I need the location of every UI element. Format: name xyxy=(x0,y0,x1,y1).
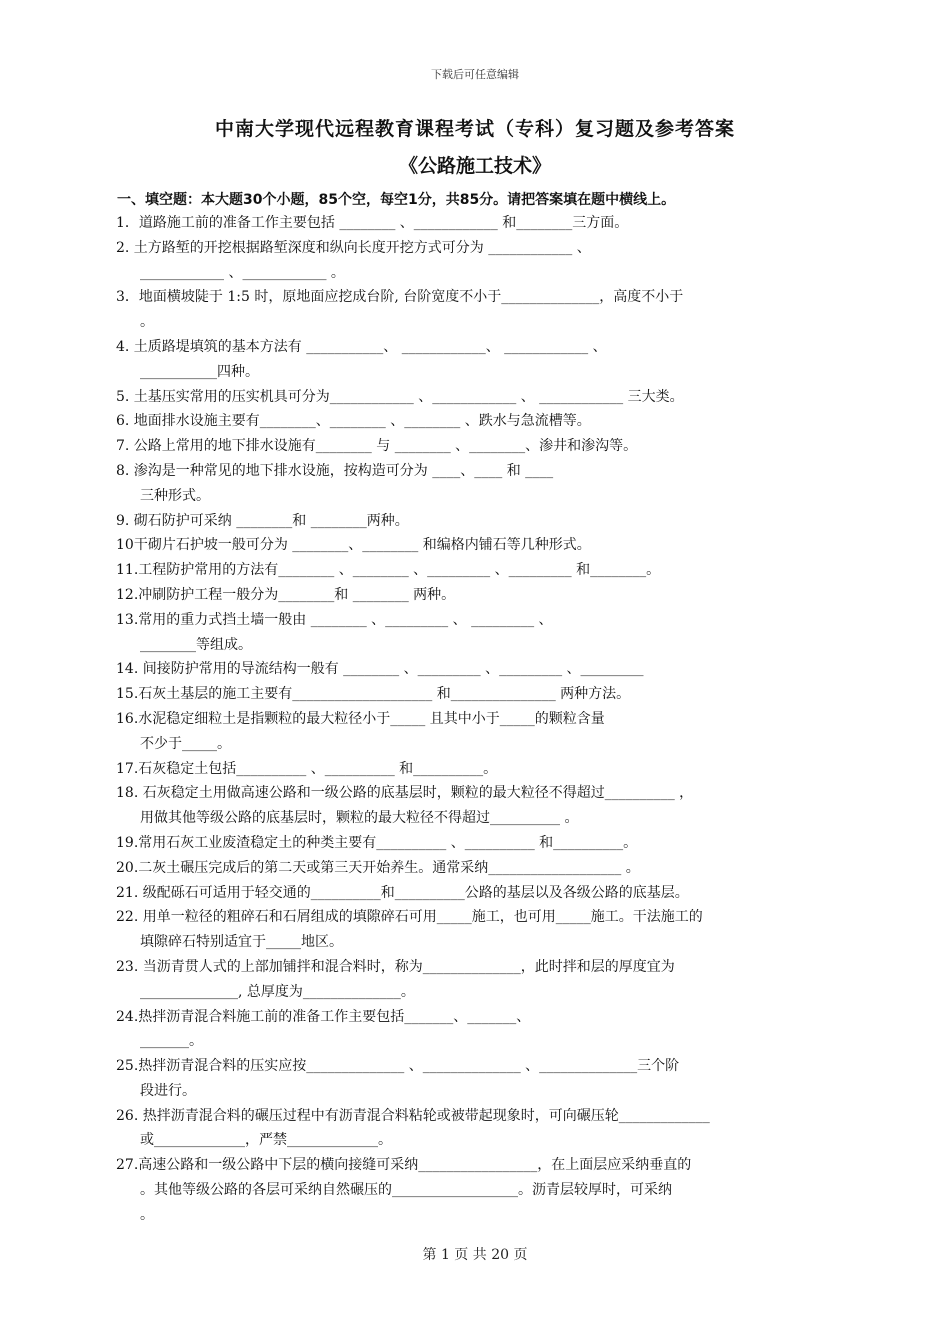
question-continuation: 。 xyxy=(140,314,154,331)
question-text: 20.二灰土碾压完成后的第二天或第三天开始养生。通常采纳___________________ 。 xyxy=(116,859,640,876)
question-continuation: 三种形式。 xyxy=(140,487,210,504)
question-item xyxy=(116,385,838,410)
question-text: 26. 热拌沥青混合料的碾压过程中有沥青混合料粘轮或被带起现象时，可向碾压轮_____________ xyxy=(116,1107,710,1124)
question-text: 22. 用单一粒径的粗碎石和石屑组成的填隙碎石可用_____施工，也可用_____施工。干法施工的 xyxy=(116,909,703,926)
question-item xyxy=(116,236,838,286)
question-item xyxy=(116,856,838,881)
question-item xyxy=(116,757,838,782)
question-item xyxy=(116,657,838,682)
question-continuation: 。其他等级公路的各层可采纳自然碾压的__________________。沥青层较厚时，可采纳 xyxy=(140,1182,672,1199)
question-text: 9. 砌石防护可采纳 ________和 ________两种。 xyxy=(116,512,409,529)
question-text: 15.石灰土基层的施工主要有____________________ 和_______________ 两种方法。 xyxy=(116,686,631,703)
question-item xyxy=(116,608,838,658)
question-item xyxy=(116,583,838,608)
question-text: 4. 土质路堤填筑的基本方法有 ___________、 ____________、 ____________ 、 xyxy=(116,338,607,355)
question-text: 25.热拌沥青混合料的压实应按______________ 、______________ 、______________三个阶 xyxy=(116,1058,680,1075)
question-item xyxy=(116,459,838,509)
question-text: 17.石灰稳定土包括__________ 、__________ 和__________。 xyxy=(116,760,498,777)
question-item xyxy=(116,707,838,757)
document-title: 中南大学现代远程教育课程考试（专科）复习题及参考答案 xyxy=(214,118,735,140)
question-text: 1．道路施工前的准备工作主要包括 ________ 、____________ 和________三方面。 xyxy=(116,215,629,231)
question-item xyxy=(116,285,838,335)
question-continuation: _______。 xyxy=(140,1033,203,1050)
question-item xyxy=(116,434,838,459)
question-text: 18. 石灰稳定土用做高速公路和一级公路的底基层时，颗粒的最大粒径不得超过__________ ， xyxy=(116,785,694,802)
question-item xyxy=(116,558,838,583)
question-text: 3．地面横坡陡于 1:5 时，原地面应挖成台阶, 台阶宽度不小于______________，高度不小于 xyxy=(116,289,684,306)
question-text: 21. 级配砾石可适用于轻交通的__________和__________公路的基层以及各级公路的底基层。 xyxy=(116,884,689,901)
question-list xyxy=(116,211,838,1228)
question-text: 13.常用的重力式挡土墙一般由 ________ 、_________ 、 _________ 、 xyxy=(116,611,553,628)
question-item xyxy=(116,211,838,236)
question-item xyxy=(116,1153,838,1227)
question-item xyxy=(116,781,838,831)
question-item xyxy=(116,955,838,1005)
question-continuation: ___________四种。 xyxy=(140,363,259,380)
question-item xyxy=(116,1005,838,1055)
question-continuation: ____________ 、____________ 。 xyxy=(140,264,345,281)
question-continuation: 。 xyxy=(140,1206,154,1223)
question-item xyxy=(116,509,838,534)
question-continuation: 不少于_____。 xyxy=(140,735,231,752)
question-continuation: 或_____________，严禁_____________。 xyxy=(140,1132,392,1149)
question-item xyxy=(116,533,838,558)
question-text: 6. 地面排水设施主要有________、________ 、________ 、跌水与急流槽等。 xyxy=(116,413,591,430)
question-continuation: ________等组成。 xyxy=(140,636,252,653)
question-item xyxy=(116,682,838,707)
question-continuation: 填隙碎石特别适宜于_____地区。 xyxy=(140,934,343,951)
question-item xyxy=(116,905,838,955)
question-continuation: 段进行。 xyxy=(140,1082,196,1099)
question-text: 8. 渗沟是一种常见的地下排水设施，按构造可分为 ____、____ 和 ____ xyxy=(116,462,554,479)
course-subtitle: 《公路施工技术》 xyxy=(398,155,551,177)
question-text: 23. 当沥青贯人式的上部加铺拌和混合料时，称为______________，此时拌和层的厚度宜为 xyxy=(116,958,675,975)
question-text: 12.冲刷防护工程一般分为________和 ________ 两种。 xyxy=(116,586,456,603)
question-text: 11.工程防护常用的方法有________ 、________ 、_________ 、_________ 和________。 xyxy=(116,562,661,579)
question-text: 16.水泥稳定细粒土是指颗粒的最大粒径小于_____ 且其中小于_____的颗粒含量 xyxy=(116,710,605,727)
question-text: 7. 公路上常用的地下排水设施有________ 与 ________ 、________、渗井和渗沟等。 xyxy=(116,438,638,455)
question-text: 24.热拌沥青混合料施工前的准备工作主要包括_______、_______、 xyxy=(116,1008,531,1025)
question-text: 27.高速公路和一级公路中下层的横向接缝可采纳_________________，在上面层应采纳垂直的 xyxy=(116,1157,692,1174)
question-item xyxy=(116,881,838,906)
question-item xyxy=(116,409,838,434)
question-item xyxy=(116,335,838,385)
question-item xyxy=(116,1104,838,1154)
section-heading: 一、填空题：本大题30个小题，85个空，每空1分，共85分。请把答案填在题中横线上。 xyxy=(117,192,676,208)
question-item xyxy=(116,831,838,856)
header-note: 下载后可任意编辑 xyxy=(431,68,519,81)
question-text: 2. 土方路堑的开挖根据路堑深度和纵向长度开挖方式可分为 ____________ 、 xyxy=(116,239,591,256)
question-text: 19.常用石灰工业废渣稳定土的种类主要有__________ 、__________ 和__________。 xyxy=(116,834,638,851)
question-text: 5. 土基压实常用的压实机具可分为____________ 、____________ 、 ____________ 三大类。 xyxy=(116,388,684,405)
question-item xyxy=(116,1054,838,1104)
question-continuation: ______________, 总厚度为______________。 xyxy=(140,983,415,1000)
question-text: 14. 间接防护常用的导流结构一般有 ________ 、_________ 、_________ 、_________ xyxy=(116,661,644,678)
question-continuation: 用做其他等级公路的底基层时，颗粒的最大粒径不得超过__________ 。 xyxy=(140,810,579,827)
question-text: 10干砌片石护坡一般可分为 ________、________ 和编格内铺石等几种形式。 xyxy=(116,537,591,554)
page-footer: 第 1 页 共 20 页 xyxy=(422,1247,528,1263)
